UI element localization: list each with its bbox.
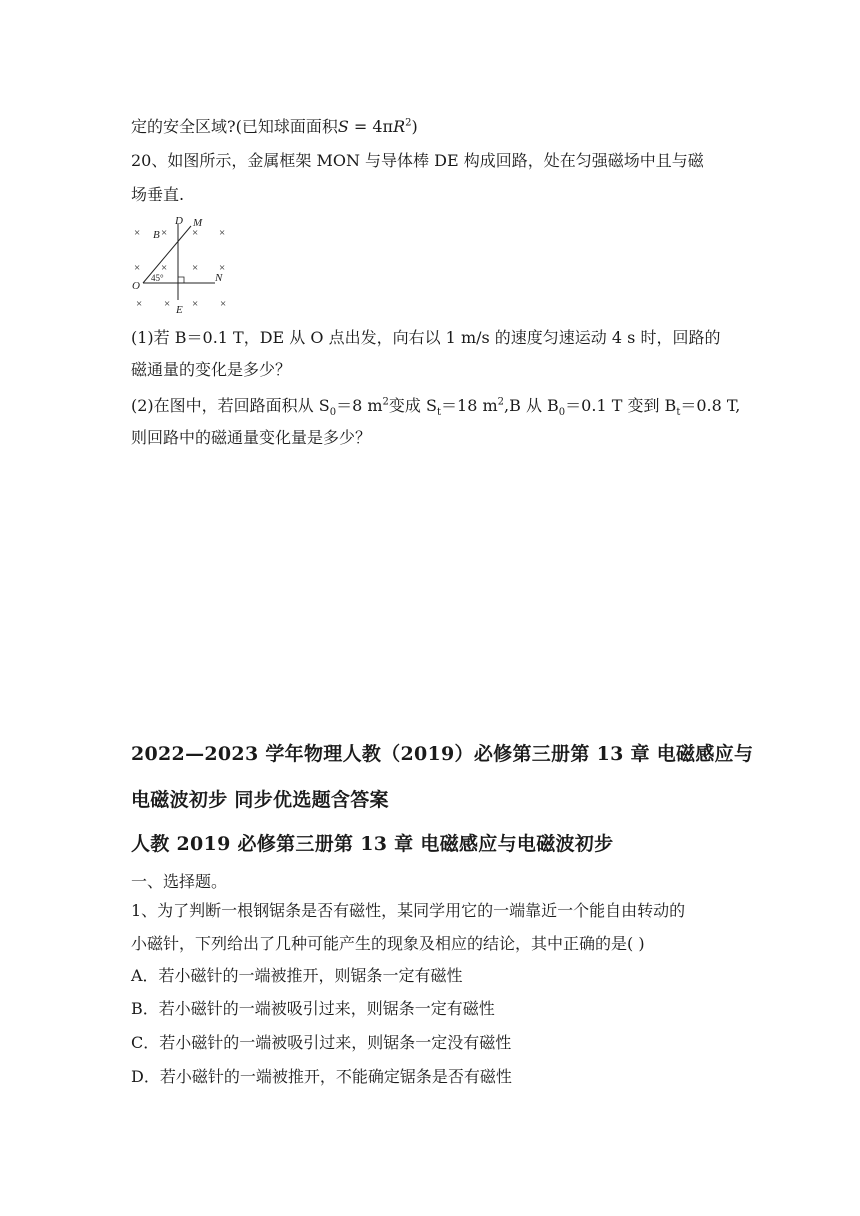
cross-mark: × xyxy=(192,298,199,310)
q19-tail-text: 定的安全区域?(已知球面面积 xyxy=(131,117,338,136)
part2-sub-st: t xyxy=(436,407,442,419)
cross-mark: × xyxy=(219,262,226,274)
cross-mark: × xyxy=(219,227,226,239)
cross-mark: × xyxy=(192,227,199,239)
label-n: N xyxy=(215,272,223,284)
q1-line2: 小磁针，下列给出了几种可能产生的现象及相应的结论，其中正确的是( ) xyxy=(131,934,645,953)
magnetic-frame-figure xyxy=(131,214,235,314)
q1-option-a: A．若小磁针的一端被推开，则锯条一定有磁性 xyxy=(131,966,463,985)
label-o: O xyxy=(132,280,140,292)
part2-text-b: ＝8 m xyxy=(336,396,383,415)
part2-sub-bt: t xyxy=(676,407,681,419)
part2-text-e: ,B 从 B xyxy=(504,396,559,415)
q1-option-c: C．若小磁针的一端被吸引过来，则锯条一定没有磁性 xyxy=(131,1033,512,1052)
angle-label: 45° xyxy=(151,273,164,283)
part2-text-g: ＝0.8 T, xyxy=(680,396,741,415)
q20-line1: 20、如图所示，金属框架 MON 与导体棒 DE 构成回路，处在匀强磁场中且与磁 xyxy=(131,151,704,170)
q20-part1-line1: (1)若 B＝0.1 T，DE 从 O 点出发，向右以 1 m/s 的速度匀速运动 4 s 时，回路的 xyxy=(131,328,721,347)
part2-sup-2: 2 xyxy=(497,396,505,408)
part2-text-c: 变成 S xyxy=(388,396,437,415)
part2-sub-s0: 0 xyxy=(329,407,337,419)
label-m: M xyxy=(193,217,203,229)
q1-option-b: B．若小磁针的一端被吸引过来，则锯条一定有磁性 xyxy=(131,999,495,1018)
part2-text-f: ＝0.1 T 变到 B xyxy=(565,396,677,415)
section-label: 一、选择题。 xyxy=(131,872,228,891)
part2-text-a: (2)在图中，若回路面积从 S xyxy=(131,396,330,415)
label-d: D xyxy=(175,215,183,227)
cross-mark: × xyxy=(192,262,199,274)
q20-line2: 场垂直. xyxy=(131,185,185,204)
document-title-line1: 2022—2023 学年物理人教（2019）必修第三册第 13 章 电磁感应与 xyxy=(131,743,754,765)
q20-part2-line2: 则回路中的磁通量变化量是多少？ xyxy=(131,428,372,447)
formula-exp: 2 xyxy=(405,117,412,129)
cross-mark: × xyxy=(220,298,227,310)
label-e: E xyxy=(176,304,183,314)
cross-mark: × xyxy=(134,227,141,239)
cross-mark: × xyxy=(134,262,141,274)
formula-eq: = 4π xyxy=(348,117,394,136)
label-b: B xyxy=(153,229,160,241)
part2-text-d: ＝18 m xyxy=(441,396,498,415)
cross-mark: × xyxy=(164,298,171,310)
right-angle-mark xyxy=(178,277,184,283)
cross-mark: × xyxy=(136,298,143,310)
q19-tail-line xyxy=(131,117,418,137)
cross-mark: × xyxy=(161,262,168,274)
q20-part1-line2: 磁通量的变化是多少？ xyxy=(131,360,292,379)
cross-mark: × xyxy=(161,227,168,239)
part2-sup-1: 2 xyxy=(382,396,389,408)
document-subtitle: 人教 2019 必修第三册第 13 章 电磁感应与电磁波初步 xyxy=(131,833,614,855)
part2-sub-b0: 0 xyxy=(558,407,566,419)
formula-s: S xyxy=(337,117,349,136)
document-title-line2: 电磁波初步 同步优选题含答案 xyxy=(131,789,389,811)
q1-line1: 1、为了判断一根钢锯条是否有磁性，某同学用它的一端靠近一个能自由转动的 xyxy=(131,901,686,920)
formula-close: ) xyxy=(411,117,418,136)
formula-r: R xyxy=(393,117,406,136)
q20-part2-line1 xyxy=(131,396,741,419)
q1-option-d: D．若小磁针的一端被推开，不能确定锯条是否有磁性 xyxy=(131,1067,512,1086)
